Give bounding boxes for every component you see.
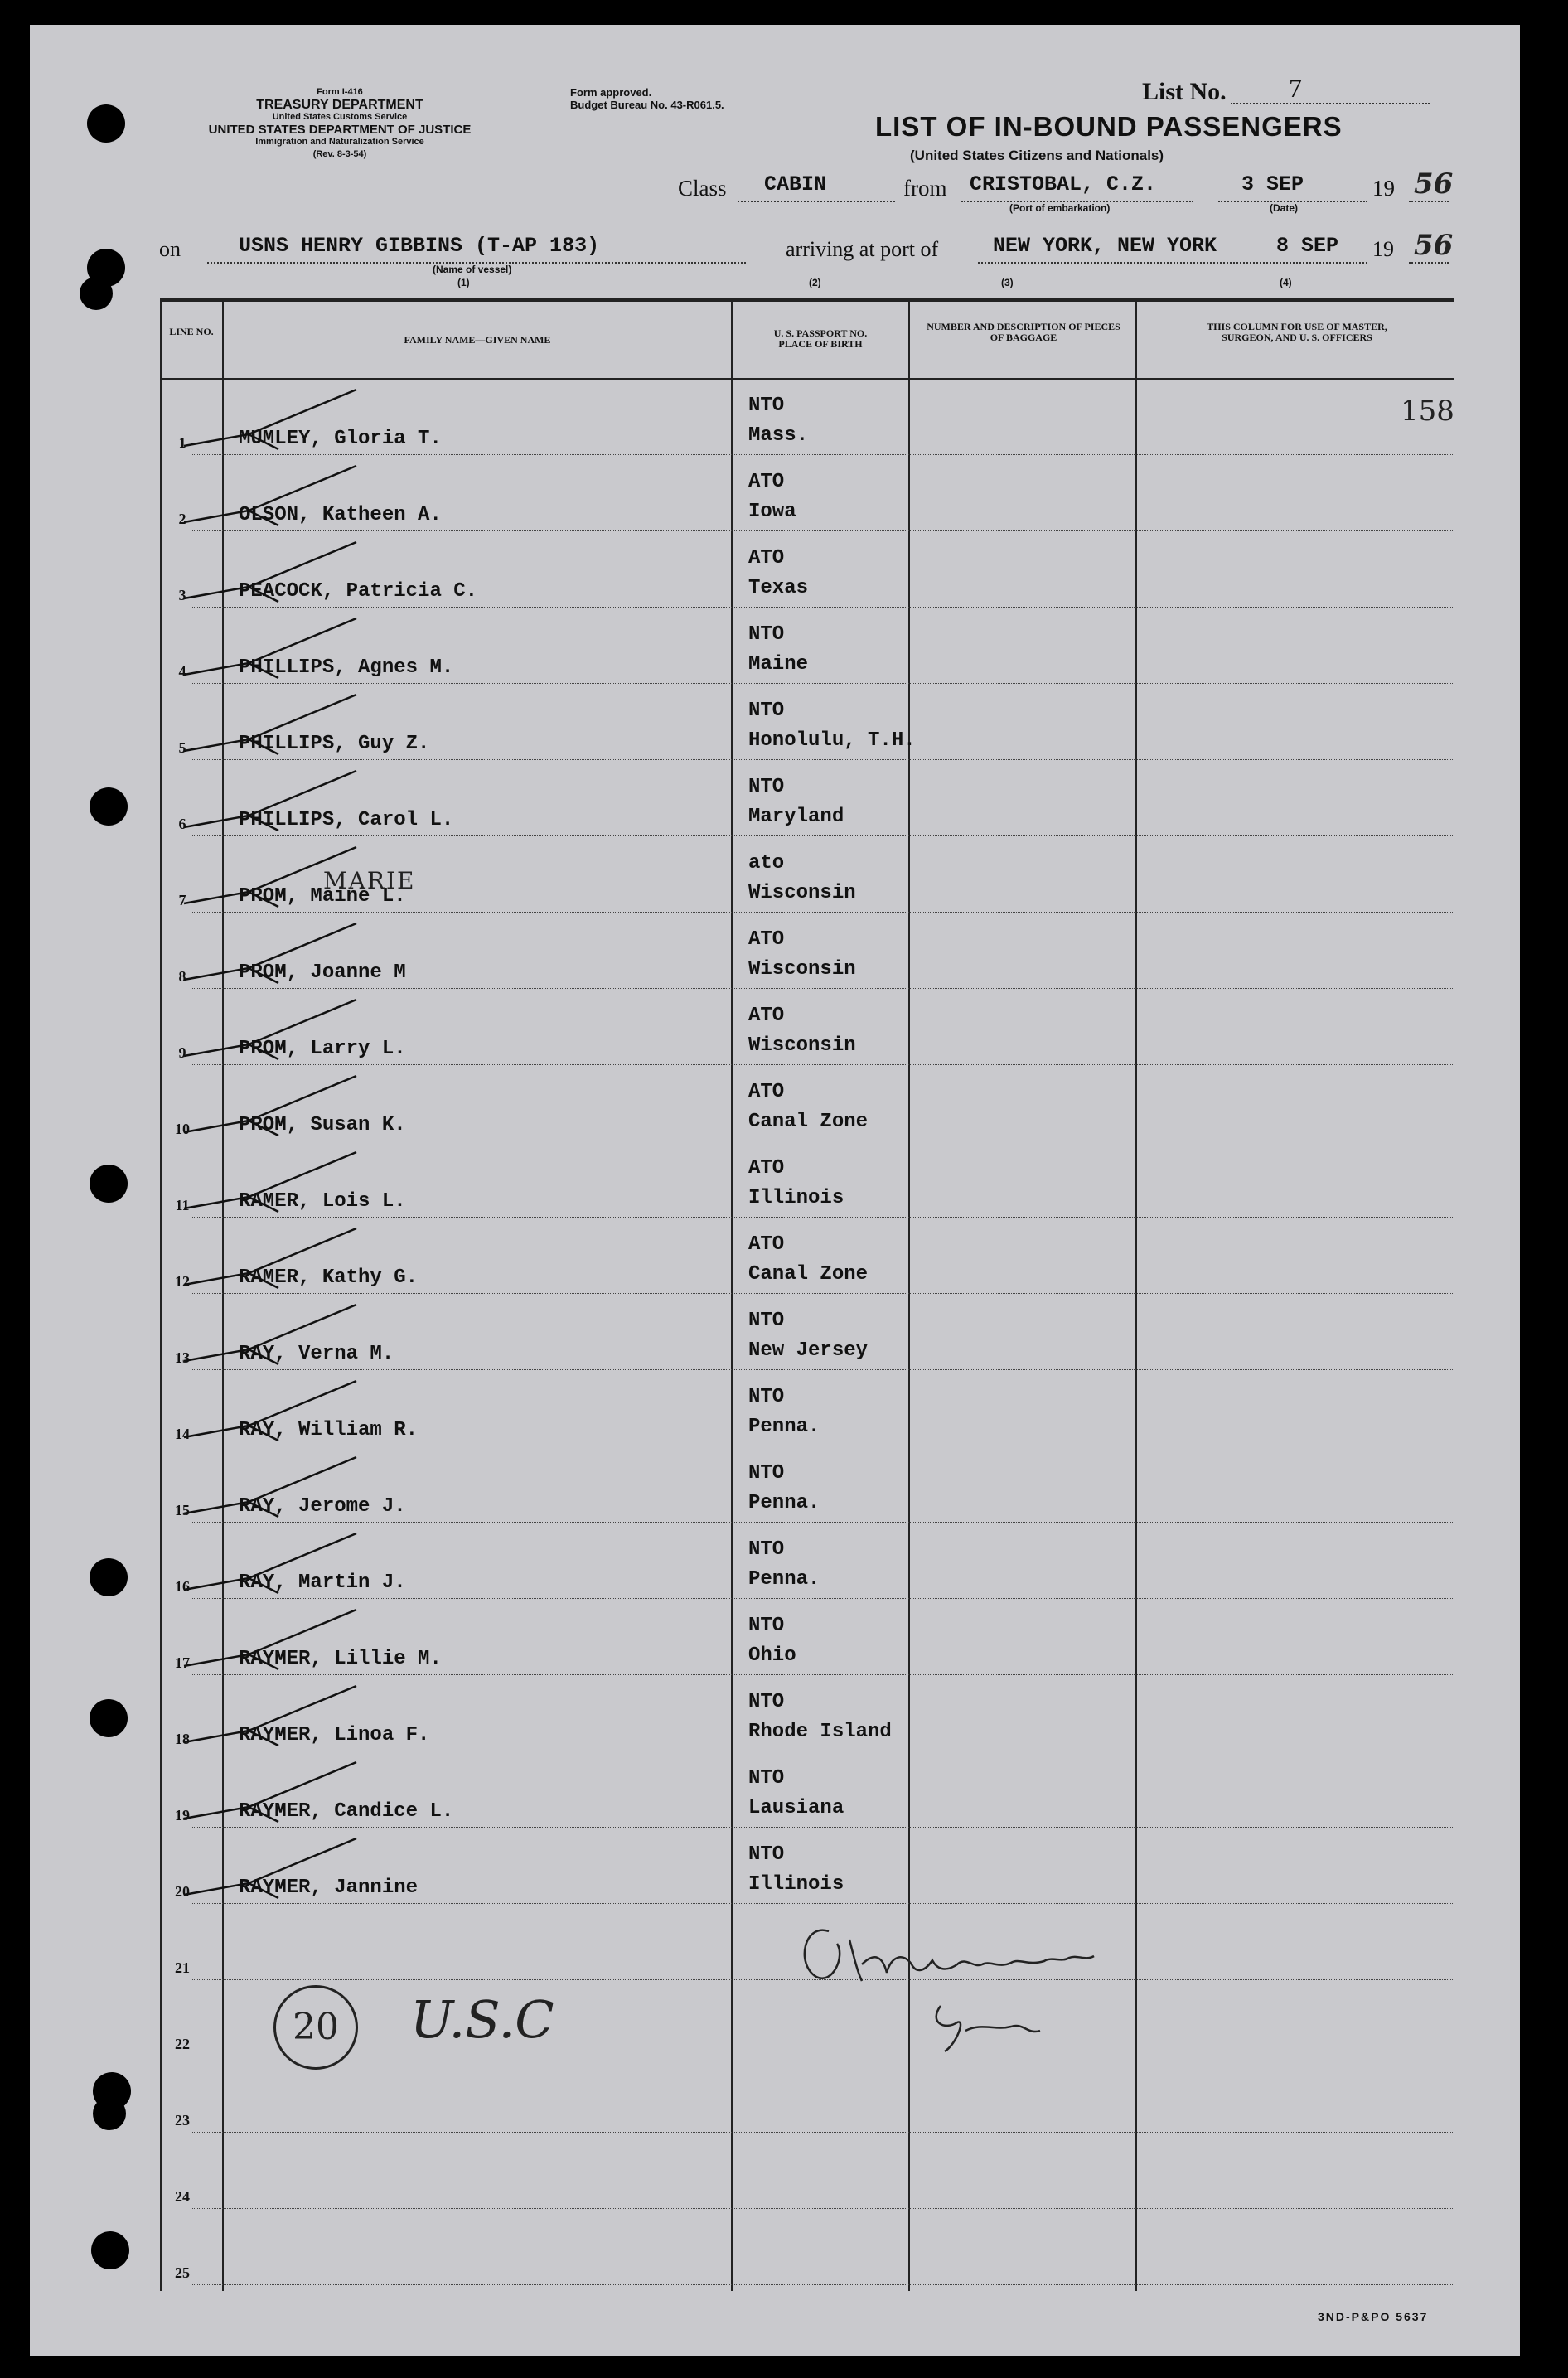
col3-number: (3) [1001,277,1014,288]
page-stamp: 158 [1401,395,1454,428]
passenger-name: RAY, William R. [239,1419,419,1441]
place-of-birth: Lausiana [748,1797,844,1819]
year-value: 56 [1414,167,1454,201]
place-of-birth: New Jersey [748,1339,869,1362]
date-value: 3 SEP [1241,172,1304,196]
page-title: LIST OF IN-BOUND PASSENGERS [875,111,1343,142]
year-prefix-2: 19 [1372,237,1394,261]
passport-code: NTO [748,1615,785,1637]
date-caption: (Date) [1270,202,1299,214]
passport-code: ATO [748,928,785,951]
place-of-birth: Penna. [748,1568,820,1591]
class-label: Class [678,176,727,201]
col2-number: (2) [809,277,821,288]
passport-code: NTO [748,776,785,798]
port-embark-caption: (Port of embarkation) [1009,202,1111,214]
page-subtitle: (United States Citizens and Nationals) [910,148,1164,163]
inspector-signature [779,1906,1210,2097]
arriving-label: arriving at port of [786,237,939,261]
list-no-label: List No. [1142,78,1227,105]
vessel-caption: (Name of vessel) [433,264,512,275]
place-of-birth: Iowa [748,501,796,523]
from-value: CRISTOBAL, C.Z. [970,172,1157,196]
check-mark [184,1686,356,1746]
passenger-name: RAY, Jerome J. [239,1495,406,1518]
col-header-officers: THIS COLUMN FOR USE OF MASTER, SURGEON, AND U. S. OFFICERS [1207,321,1387,343]
circled-count-text: 20 [293,2006,339,2048]
check-mark [184,1533,356,1593]
check-mark [184,923,356,983]
line-number: 6 [178,816,186,832]
line-number: 5 [178,739,186,756]
place-of-birth: Texas [748,577,809,599]
year-value-2: 56 [1414,229,1454,262]
check-mark [184,1457,356,1517]
passport-code: ato [748,852,785,874]
passenger-name: RAYMER, Linoa F. [239,1724,430,1746]
place-of-birth: Honolulu, T.H. [748,729,916,752]
place-of-birth: Wisconsin [748,1034,856,1057]
passenger-name: PHILLIPS, Agnes M. [239,656,454,679]
budget-bureau: Budget Bureau No. 43-R061.5. [570,99,724,111]
line-number: 20 [175,1883,190,1900]
line-number: 13 [175,1349,190,1366]
place-of-birth: Illinois [748,1187,844,1209]
place-of-birth: Mass. [748,424,809,447]
check-mark [184,1305,356,1364]
check-mark [184,542,356,602]
line-number: 8 [178,968,186,985]
passenger-name: RAY, Verna M. [239,1343,394,1365]
check-mark [184,1610,356,1669]
passport-code: ATO [748,1005,785,1027]
check-mark [184,618,356,678]
line-number: 2 [178,511,186,527]
passenger-name: PHILLIPS, Carol L. [239,809,454,831]
place-of-birth: Wisconsin [748,882,856,904]
line-number: 10 [175,1121,190,1137]
passport-code: NTO [748,1386,785,1408]
check-mark [184,466,356,525]
passenger-name: RAYMER, Jannine [239,1877,419,1899]
ins-service: Immigration and Naturalization Service [255,137,424,147]
check-mark [184,1076,356,1136]
form-approved: Form approved. [570,86,652,99]
list-no-value: 7 [1289,73,1302,103]
place-of-birth: Maryland [748,806,844,828]
col1-number: (1) [457,277,470,288]
line-number: 15 [175,1502,190,1518]
col-header-line: LINE NO. [169,326,214,337]
treasury-dept: TREASURY DEPARTMENT [256,98,423,112]
line-number: 16 [175,1578,190,1595]
check-mark [184,695,356,754]
place-of-birth: Canal Zone [748,1263,869,1286]
place-of-birth: Maine [748,653,809,676]
line-number: 23 [175,2112,190,2129]
line-number: 17 [175,1654,190,1671]
from-label: from [903,176,947,201]
passenger-name: PROM, Maine L. [239,885,406,908]
check-mark [184,390,356,449]
line-number: 11 [175,1197,190,1213]
passport-code: NTO [748,1691,785,1713]
col-header-baggage: NUMBER AND DESCRIPTION OF PIECES OF BAGGAGE [927,321,1120,343]
line-number: 12 [175,1273,190,1290]
place-of-birth: Wisconsin [748,958,856,981]
year-prefix: 19 [1372,176,1395,201]
passport-code: ATO [748,1233,785,1256]
place-of-birth: Rhode Island [748,1721,892,1743]
passport-code: ATO [748,1157,785,1179]
passenger-name: RAY, Martin J. [239,1572,406,1594]
check-mark [184,1381,356,1441]
passport-code: NTO [748,1310,785,1332]
place-of-birth: Illinois [748,1873,844,1896]
class-value: CABIN [764,172,827,196]
passenger-name: PEACOCK, Patricia C. [239,580,478,603]
circled-count [273,1985,358,2070]
passenger-name: OLSON, Katheen A. [239,504,442,526]
check-mark [184,1152,356,1212]
line-number: 24 [175,2188,190,2205]
place-of-birth: Canal Zone [748,1111,869,1133]
form-number: Form I-416 [317,87,363,97]
arriving-port: NEW YORK, NEW YORK [993,234,1217,258]
line-number: 1 [178,434,186,451]
passport-code: NTO [748,1462,785,1484]
passenger-name: RAMER, Kathy G. [239,1266,419,1289]
place-of-birth: Ohio [748,1644,796,1667]
passport-code: NTO [748,395,785,417]
col-header-passport: U. S. PASSPORT NO. PLACE OF BIRTH [773,327,868,350]
passenger-name: RAYMER, Candice L. [239,1800,454,1823]
passenger-name: PROM, Joanne M [239,961,406,984]
place-of-birth: Penna. [748,1492,820,1514]
passport-code: NTO [748,1767,785,1790]
justice-dept: UNITED STATES DEPARTMENT OF JUSTICE [208,123,472,137]
on-label: on [159,237,181,261]
vessel-name: USNS HENRY GIBBINS (T-AP 183) [239,234,600,258]
col-header-name: FAMILY NAME—GIVEN NAME [404,334,551,346]
check-mark [184,1838,356,1898]
line-number: 19 [175,1807,190,1823]
customs-service: United States Customs Service [272,112,408,122]
line-number: 4 [178,663,186,680]
check-mark [184,1762,356,1822]
line-number: 9 [178,1044,186,1061]
passenger-name: RAYMER, Lillie M. [239,1648,442,1670]
passport-code: NTO [748,1538,785,1561]
check-mark [184,771,356,831]
passport-code: ATO [748,547,785,569]
revision: (Rev. 8-3-54) [312,149,367,159]
check-mark [184,1000,356,1059]
passport-code: NTO [748,700,785,722]
passport-code: ATO [748,1081,785,1103]
footer-code: 3ND-P&PO 5637 [1318,2310,1429,2323]
check-mark [184,1228,356,1288]
col4-number: (4) [1280,277,1292,288]
arrival-date: 8 SEP [1276,234,1339,258]
line-number: 22 [175,2036,190,2052]
passport-code: NTO [748,623,785,646]
line-number: 18 [175,1731,190,1747]
passenger-name: PHILLIPS, Guy Z. [239,733,430,755]
line-number: 21 [175,1959,190,1976]
passenger-name: PROM, Susan K. [239,1114,406,1136]
passport-code: ATO [748,471,785,493]
passenger-name: MUMLEY, Gloria T. [239,428,442,450]
line-number: 14 [175,1426,190,1442]
handwritten-usc: U.S.C [410,1989,554,2050]
line-number: 25 [175,2264,190,2281]
place-of-birth: Penna. [748,1416,820,1438]
line-number: 7 [178,892,186,908]
passenger-name: PROM, Larry L. [239,1038,406,1060]
handwritten-marie: MARIE [323,867,416,894]
passenger-name: RAMER, Lois L. [239,1190,406,1213]
line-number: 3 [178,587,186,603]
passport-code: NTO [748,1843,785,1866]
